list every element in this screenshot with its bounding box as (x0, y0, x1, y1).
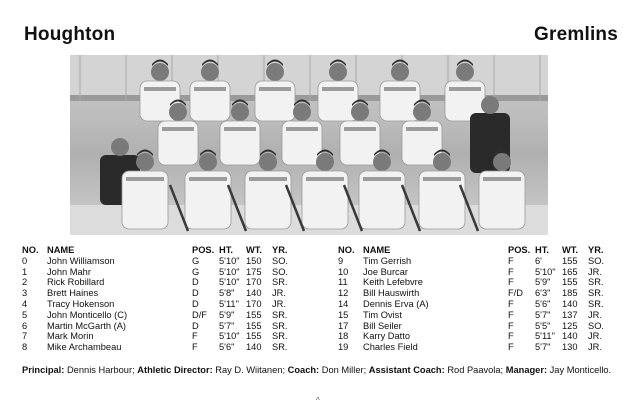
principal-name: Dennis Harbour; (66, 365, 135, 375)
front-row-player-2-head (199, 153, 217, 171)
player-ht: 5'6" (219, 342, 235, 353)
player-ht: 5'7" (219, 320, 235, 331)
player-name: Tim Ovist (363, 309, 402, 320)
player-name: Tracy Hokenson (47, 298, 115, 309)
front-row-player-7-jersey-script (483, 177, 521, 181)
back-row-player-1-head (151, 63, 169, 81)
player-name: Keith Lefebvre (363, 277, 423, 288)
header-no: NO. (338, 245, 355, 255)
back-row-player-2-head (201, 63, 219, 81)
player-yr: SR. (272, 342, 288, 353)
front-row-player-4-jersey-script (306, 177, 344, 181)
player-wt: 150 (246, 255, 262, 266)
player-wt: 170 (246, 298, 262, 309)
player-pos: F (508, 255, 514, 266)
player-no: 14 (338, 298, 349, 309)
front-row-player-6-jersey-script (423, 177, 461, 181)
header-yr: YR. (588, 245, 604, 255)
back-row-player-6-jersey-script (449, 87, 481, 91)
player-pos: F (508, 298, 514, 309)
middle-row-player-3-head (293, 103, 311, 121)
player-ht: 5'10" (219, 255, 240, 266)
player-no: 4 (22, 298, 28, 309)
header-wt: WT. (562, 245, 579, 255)
player-pos: G (192, 255, 200, 266)
middle-row-player-1-head (169, 103, 187, 121)
back-row-player-6-head (456, 63, 474, 81)
player-ht: 5'6" (535, 298, 551, 309)
page-mark: ^ (316, 396, 320, 405)
player-pos: F (508, 266, 514, 277)
player-no: 2 (22, 277, 28, 288)
player-wt: 140 (246, 288, 262, 299)
player-yr: JR. (272, 288, 286, 299)
player-wt: 155 (246, 331, 262, 342)
player-no: 7 (22, 331, 28, 342)
player-pos: F (508, 277, 514, 288)
middle-row-player-3-jersey-script (286, 127, 318, 131)
player-name: John Williamson (47, 255, 115, 266)
player-name: John Monticello (C) (47, 309, 128, 320)
player-pos: F (508, 331, 514, 342)
player-wt: 155 (246, 309, 262, 320)
player-no: 8 (22, 342, 28, 353)
middle-row-player-4-jersey-script (344, 127, 376, 131)
front-row-player-4-head (316, 153, 334, 171)
player-no: 6 (22, 320, 28, 331)
team-name-left: Houghton (24, 24, 116, 45)
header-pos: POS. (508, 245, 531, 255)
player-ht: 5'11" (219, 298, 239, 309)
front-row-player-5-head (373, 153, 391, 171)
player-no: 15 (338, 309, 349, 320)
team-photo (70, 55, 548, 235)
player-pos: F (192, 331, 198, 342)
player-wt: 140 (562, 331, 578, 342)
assistant-coach-label: Assistant Coach: (368, 365, 445, 375)
manager-label: Manager: (505, 365, 548, 375)
player-no: 18 (338, 331, 349, 342)
coach-head (481, 96, 499, 114)
player-yr: SR. (272, 320, 288, 331)
player-name: Martin McGarth (A) (47, 320, 127, 331)
header-no: NO. (22, 245, 39, 255)
player-ht: 5'7" (535, 309, 551, 320)
coach-label: Coach: (287, 365, 320, 375)
player-name: Karry Datto (363, 331, 411, 342)
player-name: Dennis Erva (A) (363, 298, 429, 309)
team-name-right: Gremlins (534, 24, 618, 45)
middle-row-player-4-head (351, 103, 369, 121)
player-no: 5 (22, 309, 28, 320)
player-ht: 6'3" (535, 288, 551, 299)
player-name: Mark Morin (47, 331, 94, 342)
header-yr: YR. (272, 245, 288, 255)
player-no: 3 (22, 288, 28, 299)
player-name: Brett Haines (47, 288, 99, 299)
back-row-player-3-jersey-script (259, 87, 291, 91)
player-yr: SR. (588, 277, 604, 288)
header-pos: POS. (192, 245, 215, 255)
player-name: Mike Archambeau (47, 342, 122, 353)
header-ht: HT. (535, 245, 549, 255)
player-wt: 185 (562, 288, 578, 299)
player-yr: SO. (588, 320, 605, 331)
player-ht: 5'10" (535, 266, 556, 277)
player-yr: SO. (272, 266, 289, 277)
player-wt: 125 (562, 320, 578, 331)
player-no: 10 (338, 266, 349, 277)
player-wt: 130 (562, 342, 578, 353)
front-row-player-2-jersey-script (189, 177, 227, 181)
player-ht: 5'9" (535, 277, 551, 288)
assistant-coach-name: Rod Paavola; (447, 365, 504, 375)
player-name: John Mahr (47, 266, 91, 277)
player-yr: SO. (272, 255, 289, 266)
player-pos: G (192, 266, 200, 277)
staff-credits (22, 365, 626, 377)
player-name: Tim Gerrish (363, 255, 412, 266)
manager-head (111, 138, 129, 156)
player-no: 9 (338, 255, 344, 266)
player-pos: F/D (508, 288, 523, 299)
front-row-player-6-head (433, 153, 451, 171)
header-wt: WT. (246, 245, 263, 255)
player-wt: 140 (246, 342, 262, 353)
player-ht: 6' (535, 255, 542, 266)
player-pos: F (192, 342, 198, 353)
front-row-player-3-jersey-script (249, 177, 287, 181)
coach-name: Don Miller; (321, 365, 367, 375)
front-row-player-1-head (136, 153, 154, 171)
player-no: 12 (338, 288, 349, 299)
player-wt: 170 (246, 277, 262, 288)
middle-row-player-5-jersey-script (406, 127, 438, 131)
player-wt: 165 (562, 266, 578, 277)
player-yr: SR. (588, 288, 604, 299)
back-row-player-3-head (266, 63, 284, 81)
player-name: Bill Hauswirth (363, 288, 420, 299)
player-pos: F (508, 342, 514, 353)
athletic-director-name: Ray D. Wiitanen; (215, 365, 286, 375)
player-wt: 175 (246, 266, 262, 277)
player-ht: 5'10" (219, 266, 240, 277)
player-ht: 5'11" (535, 331, 555, 342)
manager-name: Jay Monticello. (549, 365, 612, 375)
back-row-player-5-head (391, 63, 409, 81)
team-photo-illustration (70, 55, 548, 235)
back-row-player-4-jersey-script (322, 87, 354, 91)
player-yr: SR. (272, 331, 288, 342)
player-ht: 5'10" (219, 277, 240, 288)
player-name: Rick Robillard (47, 277, 105, 288)
principal-label: Principal: (22, 365, 65, 375)
player-ht: 5'9" (219, 309, 235, 320)
back-row-player-1-jersey-script (144, 87, 176, 91)
player-ht: 5'5" (535, 320, 551, 331)
player-pos: D (192, 288, 199, 299)
player-no: 0 (22, 255, 28, 266)
player-pos: D (192, 298, 199, 309)
player-yr: JR. (588, 331, 602, 342)
middle-row-player-2-jersey-script (224, 127, 256, 131)
front-row-player-3-head (259, 153, 277, 171)
player-no: 17 (338, 320, 349, 331)
player-pos: D (192, 277, 199, 288)
player-pos: F (508, 320, 514, 331)
player-name: Charles Field (363, 342, 418, 353)
header-name: NAME (47, 245, 75, 255)
player-yr: JR. (588, 266, 602, 277)
player-yr: JR. (272, 298, 286, 309)
front-row-player-5-jersey-script (363, 177, 401, 181)
player-pos: D (192, 320, 199, 331)
middle-row-player-1-jersey-script (162, 127, 194, 131)
back-row-player-5-jersey-script (384, 87, 416, 91)
athletic-director-label: Athletic Director: (137, 365, 213, 375)
player-name: Bill Seiler (363, 320, 402, 331)
player-pos: F (508, 309, 514, 320)
player-no: 11 (338, 277, 348, 288)
player-yr: SR. (588, 298, 604, 309)
player-no: 1 (22, 266, 28, 277)
player-yr: SR. (272, 309, 288, 320)
back-row-player-2-jersey-script (194, 87, 226, 91)
player-wt: 155 (562, 277, 578, 288)
back-row-player-4-head (329, 63, 347, 81)
player-ht: 5'10" (219, 331, 240, 342)
player-wt: 155 (246, 320, 262, 331)
player-yr: SO. (588, 255, 605, 266)
player-yr: SR. (272, 277, 288, 288)
middle-row-player-5-head (413, 103, 431, 121)
front-row-player-1-jersey-script (126, 177, 164, 181)
player-wt: 137 (562, 309, 578, 320)
player-yr: JR. (588, 309, 602, 320)
middle-row-player-2-head (231, 103, 249, 121)
player-no: 19 (338, 342, 349, 353)
player-name: Joe Burcar (363, 266, 408, 277)
player-ht: 5'8" (219, 288, 235, 299)
front-row-player-7-head (493, 153, 511, 171)
header-name: NAME (363, 245, 391, 255)
player-wt: 155 (562, 255, 578, 266)
player-yr: JR. (588, 342, 602, 353)
header-ht: HT. (219, 245, 233, 255)
player-ht: 5'7" (535, 342, 551, 353)
player-pos: D/F (192, 309, 207, 320)
player-wt: 140 (562, 298, 578, 309)
